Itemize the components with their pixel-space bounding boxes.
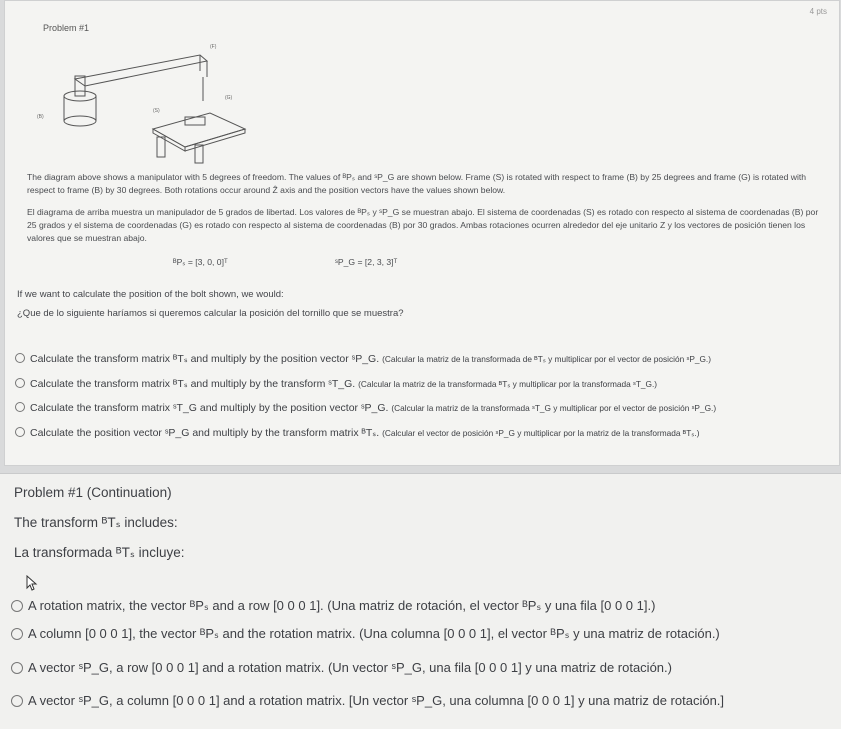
points-label: 4 pts	[809, 7, 827, 16]
radio-button[interactable]	[11, 662, 23, 674]
diagram-label-f: (F)	[210, 44, 217, 50]
radio-button[interactable]	[15, 427, 25, 437]
equation-spg: ˢP_G = [2, 3, 3]ᵀ	[335, 257, 398, 267]
equation-bps: ᴮPₛ = [3, 0, 0]ᵀ	[173, 257, 228, 267]
answer2-option-3[interactable]: A vector ˢP_G, a row [0 0 0 1] and a rotation matrix. (Un vector ˢP_G, una fila [0 0 0 1] y una matriz de rotación.)	[11, 660, 672, 675]
radio-button[interactable]	[15, 353, 25, 363]
answer2-option-4[interactable]: A vector ˢP_G, a column [0 0 0 1] and a rotation matrix. [Un vector ˢP_G, una columna [0 0 0 1] y una matriz de rotación.]	[11, 693, 724, 708]
description-en: The diagram above shows a manipulator with 5 degrees of freedom. The values of ᴮPₛ and ˢP_G are shown below. Frame (S) is rotated with respect to frame (B) by 25 degrees and frame (G) is rotated with respect to frame (B) by 30 degrees. Both rotations occur around Ẑ axis and the position vectors have the values shown below.	[27, 172, 807, 195]
answer2-option-2[interactable]: A column [0 0 0 1], the vector ᴮPₛ and the rotation matrix. (Una columna [0 0 0 1], el vector ᴮPₛ y una matriz de rotación.)	[11, 626, 720, 642]
question-card-1	[4, 0, 840, 466]
answer-option-1[interactable]: Calculate the transform matrix ᴮTₛ and multiply by the position vector ˢP_G. (Calcular la matriz de la transformada de ᴮTₛ y multiplicar por el vector de posición ˢP_G.)	[15, 353, 711, 365]
radio-button[interactable]	[11, 628, 23, 640]
radio-button[interactable]	[15, 378, 25, 388]
question-es: ¿Que de lo siguiente haríamos si queremos calcular la posición del tornillo que se muestra?	[17, 308, 404, 319]
answer-option-3[interactable]: Calculate the transform matrix ˢT_G and multiply by the position vector ˢP_G. (Calcular la matriz de la transformada ˢT_G y multiplicar por el vector de posición ˢP_G.)	[15, 402, 716, 414]
description-es: El diagrama de arriba muestra un manipulador de 5 grados de libertad. Los valores de ᴮPₛ y ˢP_G se muestran abajo. El sistema de coordenadas (S) es rotado con respecto al sistema de coordenadas (B) por 25 grados y el sistema de coordenadas (G) es rotado con respecto al sistema de coordenadas (B) por 30 grados. Ambas rotaciones ocurren alrededor del eje unitario Z y los vectores de posición tienen los valores que se muestran abajo.	[27, 207, 819, 243]
diagram-label-s: (S)	[153, 108, 160, 114]
answer-option-2[interactable]: Calculate the transform matrix ᴮTₛ and multiply by the transform ˢT_G. (Calcular la matriz de la transformada ᴮTₛ y multiplicar por la transformada ˢT_G.)	[15, 378, 657, 390]
diagram-label-b: (B)	[37, 114, 44, 120]
question-en: If we want to calculate the position of the bolt shown, we would:	[17, 289, 284, 300]
answer-option-4[interactable]: Calculate the position vector ˢP_G and multiply by the transform matrix ᴮTₛ. (Calcular el vector de posición ˢP_G y multiplicar por la matriz de la transformada ᴮTₛ.)	[15, 427, 699, 439]
answer2-option-1[interactable]: A rotation matrix, the vector ᴮPₛ and a row [0 0 0 1]. (Una matriz de rotación, el vector ᴮPₛ y una fila [0 0 0 1].)	[11, 598, 655, 614]
radio-button[interactable]	[11, 600, 23, 612]
diagram-label-g: (G)	[225, 95, 233, 101]
radio-button[interactable]	[11, 695, 23, 707]
mouse-cursor-icon	[26, 575, 38, 591]
question2-en: The transform ᴮTₛ includes:	[14, 515, 178, 530]
radio-button[interactable]	[15, 402, 25, 412]
question2-es: La transformada ᴮTₛ incluye:	[14, 545, 185, 560]
manipulator-diagram	[35, 41, 275, 166]
problem-title: Problem #1	[43, 23, 90, 33]
continuation-title: Problem #1 (Continuation)	[14, 485, 172, 500]
